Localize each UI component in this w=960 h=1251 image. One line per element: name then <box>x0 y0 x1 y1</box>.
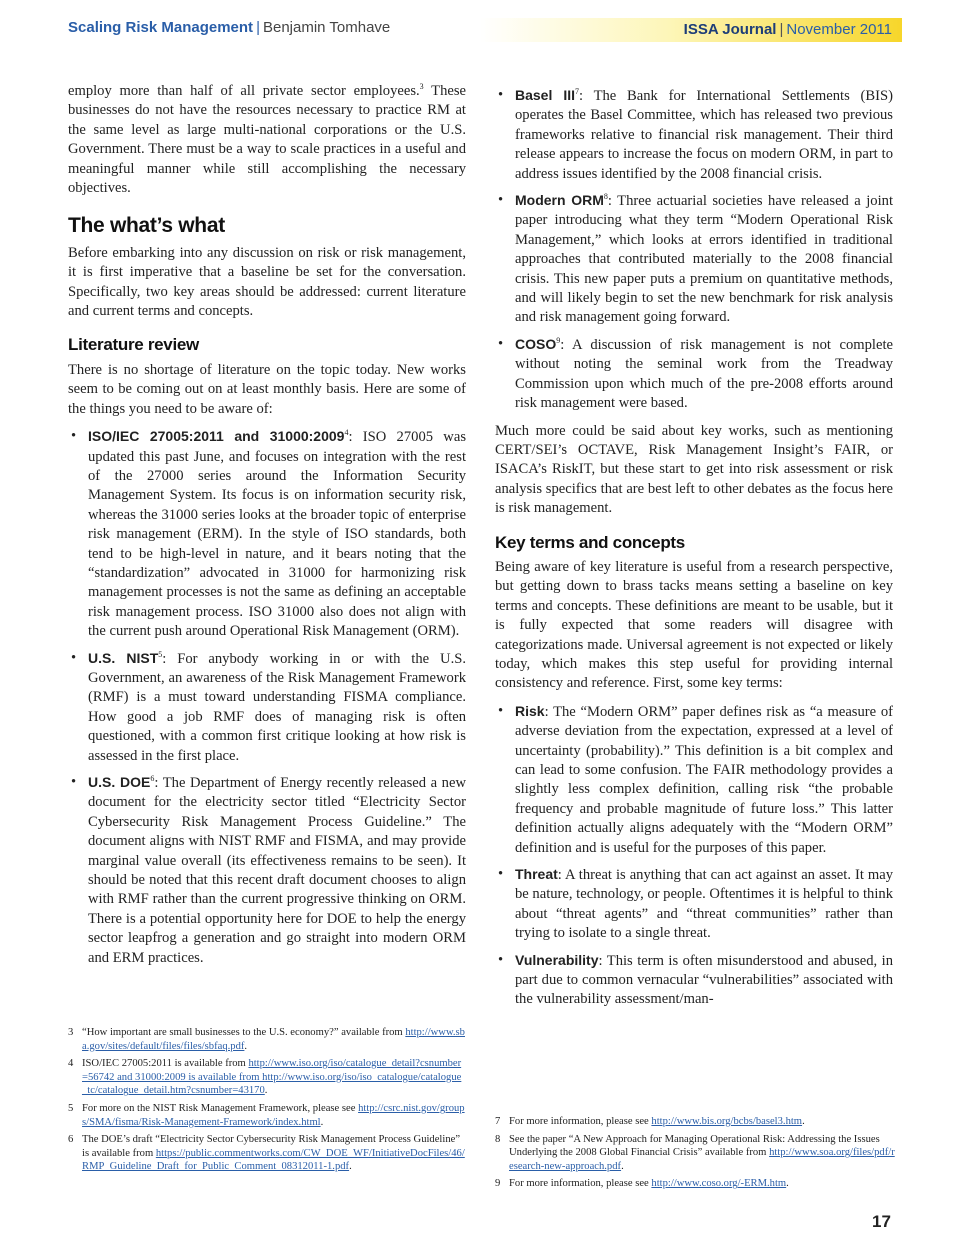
whats-what-paragraph: Before embarking into any discussion on risk or risk management, it is first imperative that a baseline be set for the conversation. Specifically, two key areas should be addressed: current literature and current terms and concepts. <box>68 244 466 320</box>
list-item: • ISO/IEC 27005:2011 and 31000:2009$^4$: ISO 27005 was updated this past June, and focuses on integration with the rest of the 27000 series around the Information Security Management System. Its focus is on information security risk, whereas the 31000 series looks at the broader topic of enterprise risk management (ERM). In the style of ISO standards, both tend to be high-level in nature, and it bears noting that the “standardization” advocated in 31000 for harmonizing risk management processes is not the same as defining an acceptable risk management process. ISO 31000 also does not align with the current push around Operational Risk Management (ORM). <box>71 428 466 640</box>
footnotes-right <box>495 1115 895 1195</box>
intro-paragraph: employ more than half of all private sector employees.$^3$ These businesses do not have the resources necessary to practice RM at the same level as large multi-national corporations or the U.S. Government. There must be a way to scale practices in a useful and meaningful manner while still accomplishing the necessary objectives. <box>68 82 466 197</box>
list-item: • U.S. NIST$^5$: For anybody working in or with the U.S. Government, an awareness of the Risk Management Framework (RMF) is a must toward understanding FISMA compliance. How good a job RMF does of managing risk is often questioned, with a common first critique looking at how risk is assessed in the first place. <box>71 649 466 764</box>
running-header-left <box>68 19 390 36</box>
running-header-right <box>480 18 902 42</box>
literature-list-right <box>495 86 893 414</box>
list-item: • Risk: The “Modern ORM” paper defines risk as “a measure of adverse deviation from the expectation, expressed at a level of uncertainty (probability).” This definition is a bit complex and can lead to some confusion. The FAIR methodology provides a slightly less complex definition, calling risk “the probable frequency and probable magnitude of future loss.” This latter definition actually aligns adequately with the “Modern ORM” definition and is useful for the purposes of this paper. <box>498 702 893 856</box>
list-item: • Vulnerability: This term is often misunderstood and abused, in part due to common vernacular “vulnerabilities” associated with the vulnerability assessment/man- <box>498 951 893 1008</box>
footnote-link[interactable]: http://www.iso.org/iso/catalogue_detail?csnumber=56742 and 31000:2009 is available from http://www.iso.org/iso/iso_catalogue/catalogue_tc/catalogue_detail.htm?csnumber=43170 <box>82 1058 462 1097</box>
header-separator-right: | <box>779 21 784 38</box>
footnote: 5 For more on the NIST Risk Management Framework, please see http://csrc.nist.gov/groups/SMA/fisma/Risk-Management-Framework/index.html. <box>68 1102 465 1128</box>
bullet-icon: • <box>71 649 77 666</box>
article-title: Scaling Risk Management <box>68 19 254 36</box>
bullet-icon: • <box>498 702 504 719</box>
bullet-icon: • <box>498 951 504 968</box>
more-works-paragraph: Much more could be said about key works, such as mentioning CERT/SEI’s OCTAVE, Risk Management Insight’s FAIR, or ISACA’s RiskIT, but these start to get into risk assessment or risk analysis specifics that are best left to other debates as the focus here is risk management. <box>495 422 893 517</box>
bullet-icon: • <box>498 866 504 883</box>
left-column <box>68 82 466 976</box>
footnote: 4 ISO/IEC 27005:2011 is available from http://www.iso.org/iso/catalogue_detail?csnumber=56742 and 31000:2009 is available from http://www.iso.org/iso/iso_catalogue/catalogue_tc/catalogue_detail.htm?csnumber=43170. <box>68 1058 462 1097</box>
key-terms-paragraph: Being aware of key literature is useful from a research perspective, but getting down to brass tacks means setting a baseline on key terms and concepts. These definitions are meant to be usable, but it is fully expected that some readers will disagree with categorizations made. Universal agreement is not expected or likely today, which makes this step useful for providing internal consistency and reference. First, some key terms: <box>495 558 893 692</box>
literature-paragraph: There is no shortage of literature on the topic today. New works seem to be coming out on at least monthly basis. Here are some of the things you need to be aware of: <box>68 361 466 417</box>
issue-date: November 2011 <box>786 21 892 38</box>
header-separator-left: | <box>256 19 260 36</box>
footnote-link[interactable]: http://csrc.nist.gov/groups/SMA/fisma/Risk-Management-Framework/index.html <box>82 1102 465 1128</box>
footnote-link[interactable]: http://www.bis.org/bcbs/basel3.htm <box>651 1116 803 1127</box>
journal-name: ISSA Journal <box>683 21 777 38</box>
list-item: • Modern ORM$^8$: Three actuarial societies have released a joint paper introducing what they term “Modern Operational Risk Management,” which looks at errors identified in traditional approaches that contributed materially to the 2008 financial crisis. This new paper puts a premium on quantitative methods, and will likely begin to set the new benchmark for risk analysis and risk management going forward. <box>498 192 894 326</box>
bullet-icon: • <box>498 192 504 209</box>
heading-key-terms: Key terms and concepts <box>495 532 685 552</box>
footnote: 3 “How important are small businesses to the U.S. economy?” available from http://www.sba.gov/sites/default/files/files/sbfaq.pdf. <box>68 1027 465 1052</box>
author-name: Benjamin Tomhave <box>262 19 391 36</box>
bullet-icon: • <box>71 774 77 790</box>
page-number: 17 <box>872 1212 891 1231</box>
heading-literature-review: Literature review <box>68 335 199 355</box>
list-item: • Threat: A threat is anything that can act against an asset. It may be nature, technology, or people. Oftentimes it is helpful to think about “threat agents” and “threat communities” rather than trying to isolate to a single threat. <box>498 866 893 942</box>
bullet-icon: • <box>498 335 504 352</box>
footnote: 8 See the paper “A New Approach for Managing Operational Risk: Addressing the Issues Underlying the 2008 Global Financial Crisis” available from http://www.soa.org/files/pdf/research-new-approach.pdf. <box>495 1133 895 1172</box>
list-item: • Basel III$^7$: The Bank for International Settlements (BIS) operates the Basel Committee, which has released two previous frameworks relative to financial risk management. Their third release appears to increase the focus on modern ORM, in part to address issues identified by the 2008 financial crisis. <box>498 87 893 182</box>
list-item: • U.S. DOE$^6$: The Department of Energy recently released a new document for the electricity sector titled “Electricity Sector Cybersecurity Risk Management Process Guideline.” The document aligns with NIST RMF and FISMA, and may provide marginal value overall (its effectiveness remains to be seen). It should be noted that this recent draft document chooses to align with RMF rather than the current progressive thinking on ORM. There is a potential opportunity here for DOE to help the energy sector leapfrog a generation and go straight into modern ORM and ERM practices. <box>71 774 466 966</box>
footnotes-left <box>68 1026 466 1178</box>
heading-whats-what: The what’s what <box>68 214 225 238</box>
literature-list-left <box>68 427 466 968</box>
footnote: 9 For more information, please see http://www.coso.org/-ERM.htm. <box>495 1178 789 1190</box>
right-column <box>495 86 893 1018</box>
bullet-icon: • <box>498 87 504 103</box>
key-terms-list <box>495 702 893 1010</box>
footnote: 7 For more information, please see http://www.bis.org/bcbs/basel3.htm. <box>495 1116 805 1127</box>
footnote-link[interactable]: http://www.sba.gov/sites/default/files/files/sbfaq.pdf <box>82 1027 465 1052</box>
list-item: • COSO$^9$: A discussion of risk management is not complete without noting the seminal work from the Treadway Commission upon which much of the pre-2008 efforts around risk management were based. <box>498 335 893 412</box>
footnote-link[interactable]: https://public.commentworks.com/CW_DOE_WF/InitiativeDocFiles/46/RMP_Guideline_Draft_for_Public_Comment_08312011-1.pdf <box>82 1147 465 1173</box>
bullet-icon: • <box>71 428 77 445</box>
footnote: 6 The DOE’s draft “Electricity Sector Cybersecurity Risk Management Process Guideline” is available from https://public.commentworks.com/CW_DOE_WF/InitiativeDocFiles/46/RMP_Guideline_Draft_for_Public_Comment_08312011-1.pdf. <box>68 1134 465 1173</box>
footnote-link[interactable]: http://www.coso.org/-ERM.htm <box>651 1178 787 1190</box>
footnote-link[interactable]: http://www.soa.org/files/pdf/research-new-approach.pdf <box>509 1147 895 1172</box>
